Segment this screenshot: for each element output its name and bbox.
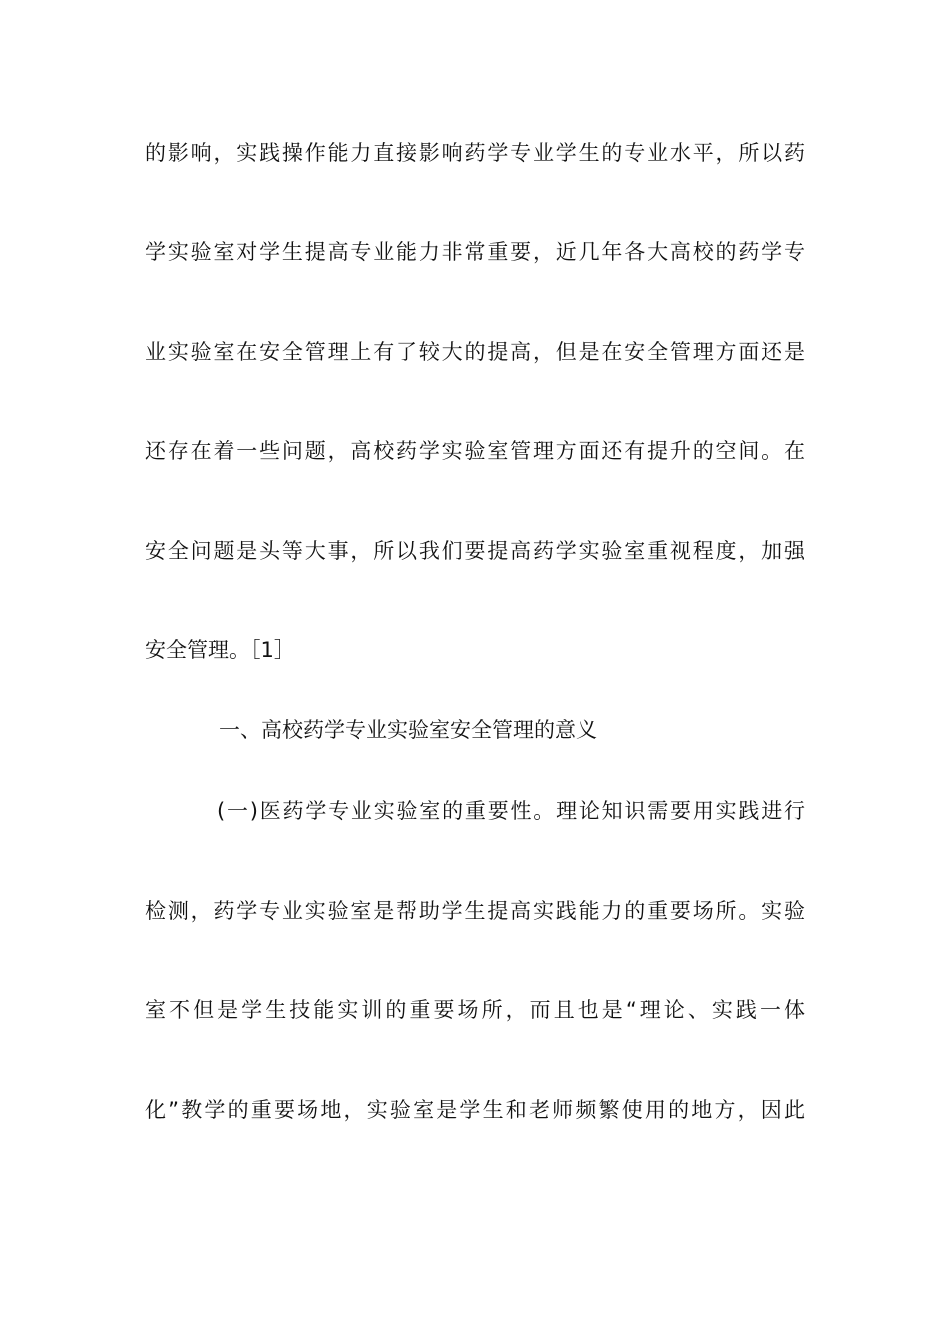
- text-line: 学实验室对学生提高专业能力非常重要，近几年各大高校的药学专: [145, 240, 805, 264]
- section-heading: 一、高校药学专业实验室安全管理的意义: [219, 718, 597, 742]
- text-line: 业实验室在安全管理上有了较大的提高，但是在安全管理方面还是: [145, 340, 805, 364]
- text-line: 安全管理。［1］: [145, 638, 295, 662]
- text-line: 还存在着一些问题，高校药学实验室管理方面还有提升的空间。在: [145, 439, 805, 463]
- text-line: 安全问题是头等大事，所以我们要提高药学实验室重视程度，加强: [145, 539, 805, 563]
- text-line: 室不但是学生技能实训的重要场所，而且也是“理论、实践一体: [145, 998, 805, 1022]
- text-line: 化”教学的重要场地，实验室是学生和老师频繁使用的地方，因此: [145, 1098, 805, 1122]
- text-line: 的影响，实践操作能力直接影响药学专业学生的专业水平，所以药: [145, 141, 805, 165]
- text-line: 检测，药学专业实验室是帮助学生提高实践能力的重要场所。实验: [145, 899, 805, 923]
- text-line: (一)医药学专业实验室的重要性。理论知识需要用实践进行: [217, 799, 805, 823]
